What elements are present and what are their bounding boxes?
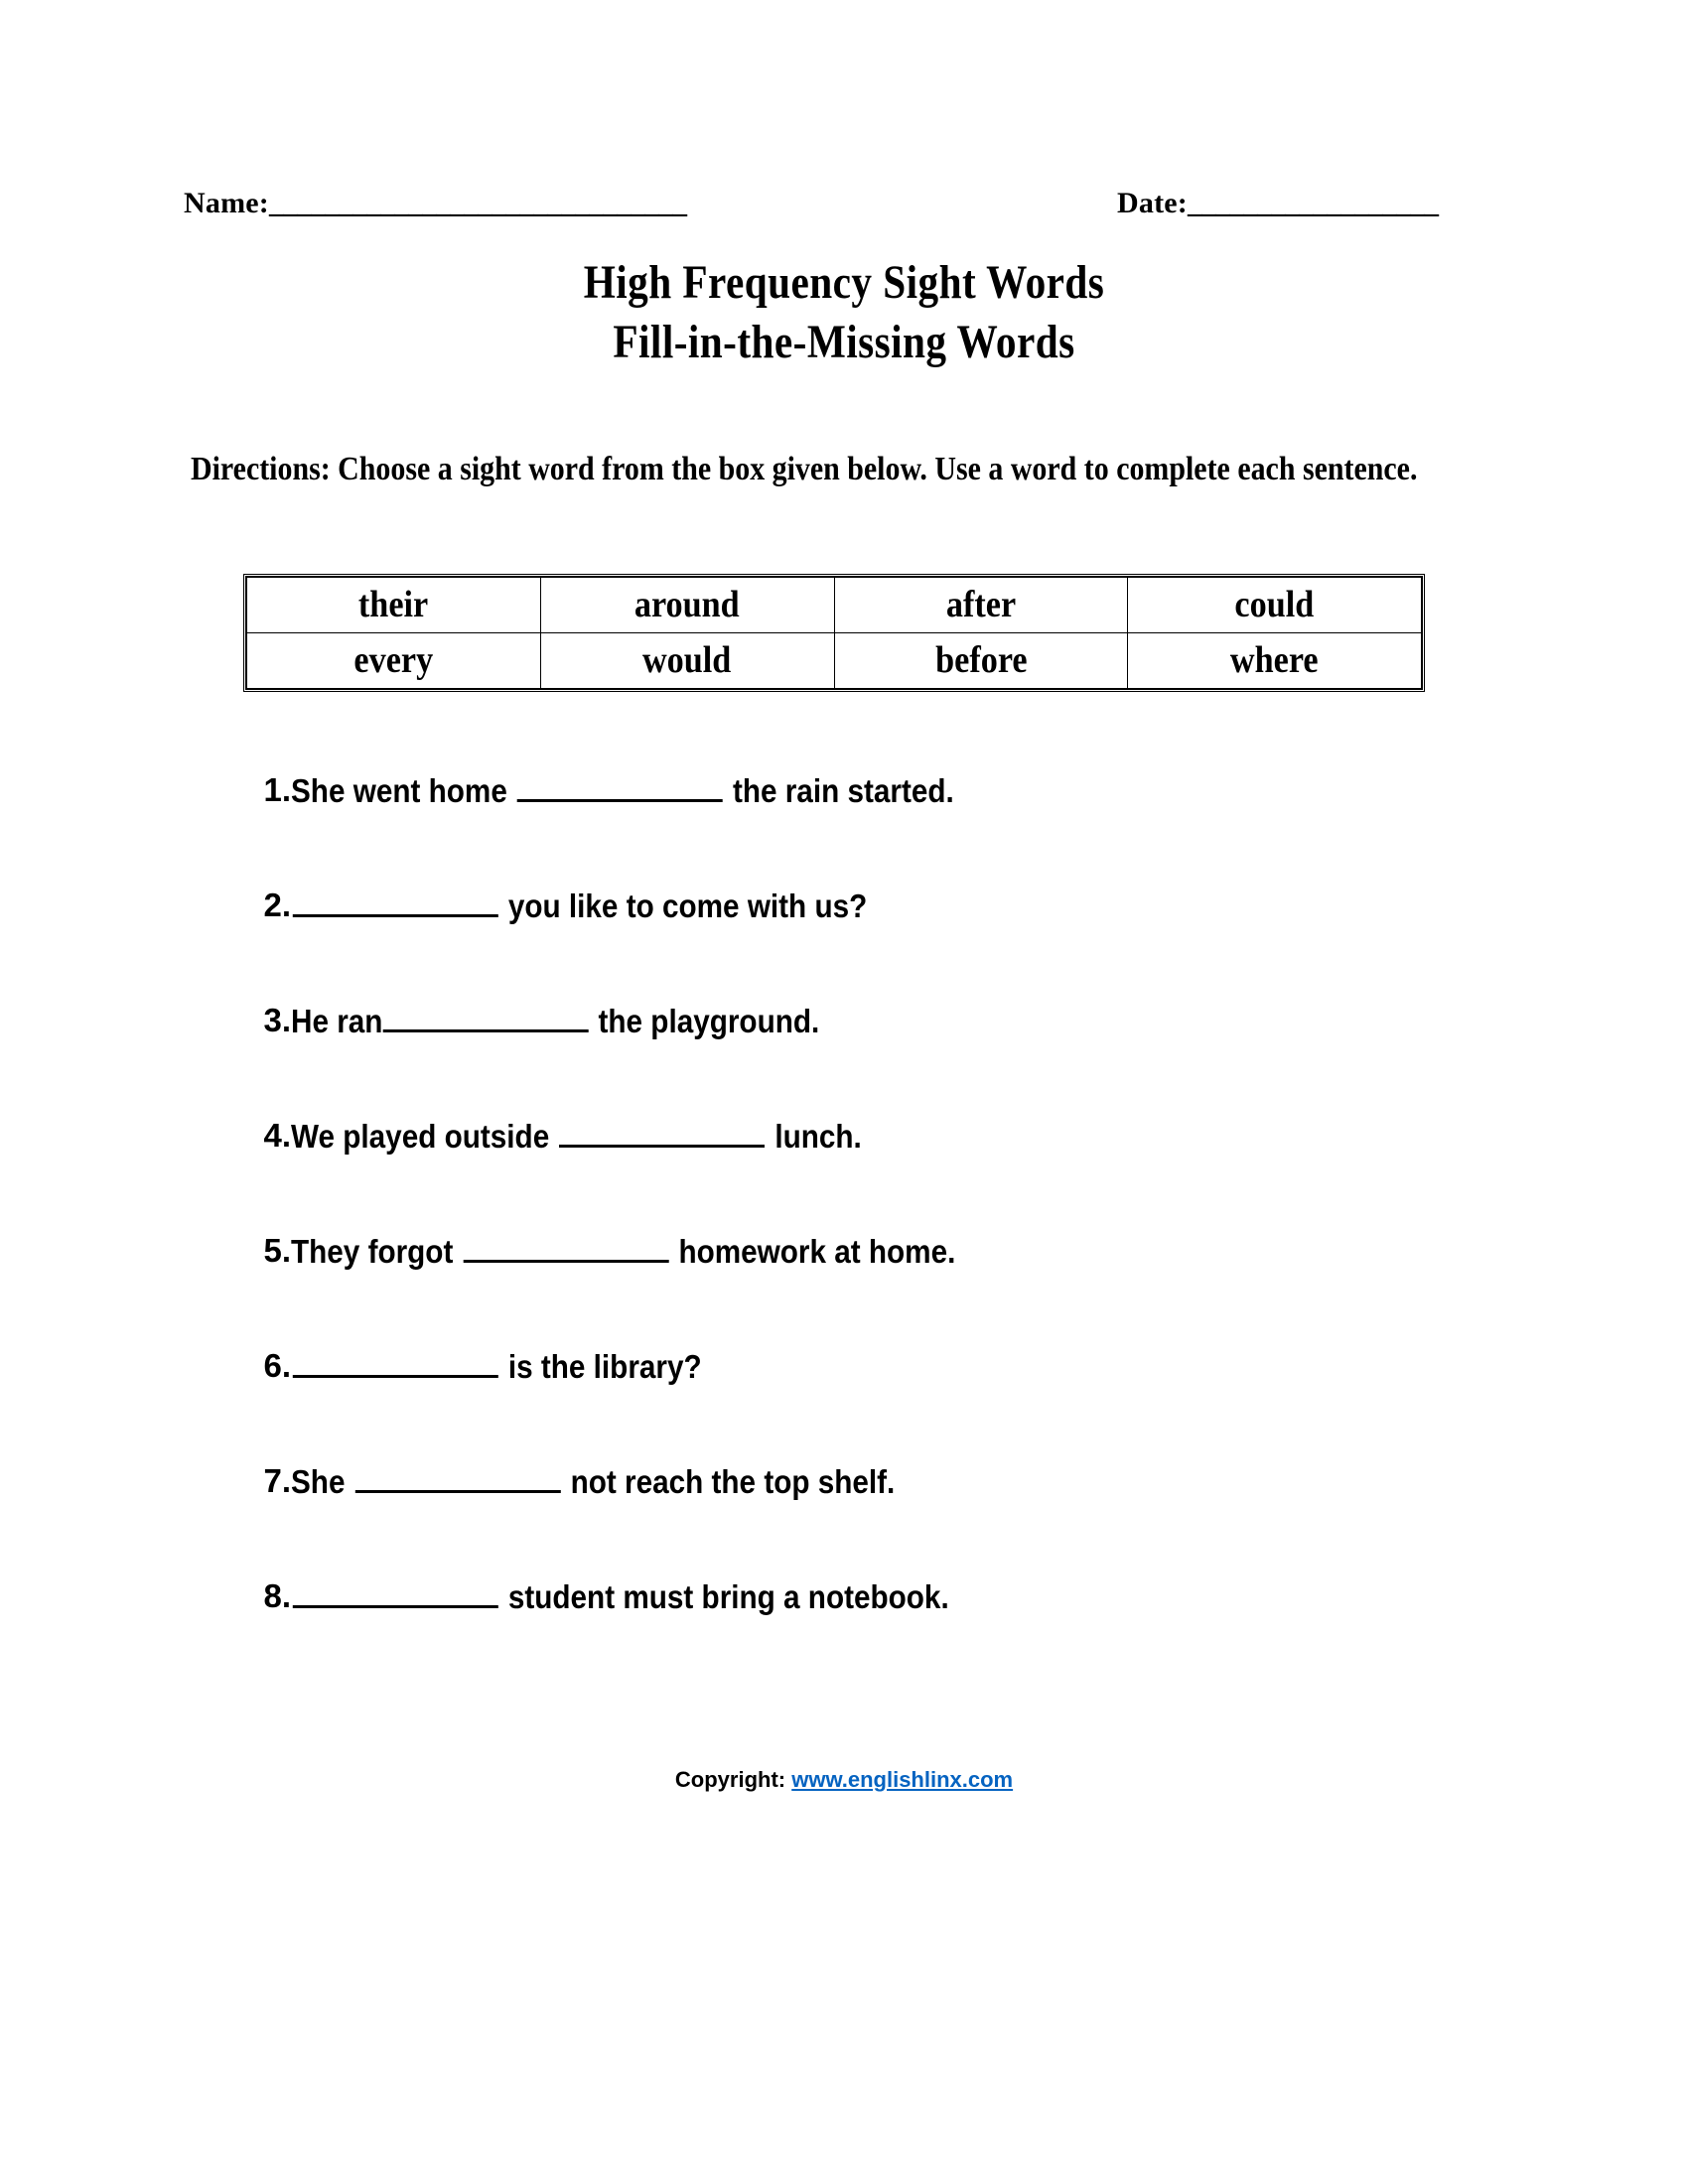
question-text-before: They forgot (291, 1233, 462, 1270)
date-label: Date: (1117, 187, 1188, 219)
word-cell[interactable] (834, 578, 1128, 633)
directions-block (191, 447, 1511, 492)
answer-blank[interactable] (463, 1230, 668, 1263)
question-text (291, 769, 954, 812)
question-number: 8. (263, 1577, 291, 1614)
page-title (0, 253, 1688, 372)
word-label: after (945, 584, 1016, 625)
question-number: 7. (263, 1462, 291, 1499)
question-text-after: student must bring a notebook. (499, 1578, 949, 1615)
word-cell[interactable] (247, 633, 541, 689)
list-item (243, 1000, 1534, 1115)
name-field-group (184, 187, 686, 220)
word-label: their (358, 584, 429, 625)
word-cell[interactable] (540, 633, 834, 689)
word-label: every (353, 639, 434, 681)
title-line-2: Fill-in-the-Missing Words (613, 316, 1075, 368)
list-item (243, 769, 1534, 885)
word-cell[interactable] (247, 578, 541, 633)
question-text (291, 885, 867, 927)
list-item (243, 1460, 1534, 1575)
question-text (291, 1230, 955, 1273)
question-number: 4. (263, 1117, 291, 1154)
copyright-label: Copyright: (674, 1767, 786, 1792)
student-info-row (184, 187, 1475, 232)
table-row (247, 633, 1422, 689)
date-field-group (1117, 187, 1438, 220)
question-number: 1. (263, 771, 291, 808)
question-text-after: homework at home. (670, 1233, 956, 1270)
word-cell[interactable] (1128, 578, 1422, 633)
title-line-1: High Frequency Sight Words (583, 256, 1105, 309)
list-item (243, 885, 1534, 1000)
question-text-before: We played outside (291, 1118, 558, 1155)
word-label: where (1230, 639, 1319, 681)
directions-text: Directions: Choose a sight word from the box given below. Use a word to complete each sentence. (191, 451, 1418, 487)
answer-blank[interactable] (559, 1115, 765, 1148)
list-item (243, 1230, 1534, 1345)
question-text-before: She (291, 1463, 353, 1500)
question-text-after: the rain started. (724, 772, 954, 809)
word-bank-body (247, 578, 1422, 689)
word-bank-box (243, 574, 1425, 692)
list-item (243, 1115, 1534, 1230)
answer-blank[interactable] (355, 1460, 561, 1493)
answer-blank[interactable] (293, 885, 498, 917)
question-text-after: not reach the top shelf. (562, 1463, 896, 1500)
answer-blank[interactable] (382, 1000, 588, 1032)
question-text (291, 1460, 895, 1503)
list-item (243, 1345, 1534, 1460)
question-text-after: the playground. (590, 1003, 820, 1039)
word-label: would (642, 639, 732, 681)
word-bank-table (246, 577, 1422, 689)
question-text-before: He ran (291, 1003, 383, 1039)
question-number: 3. (263, 1002, 291, 1038)
question-text (291, 1115, 862, 1158)
word-cell[interactable] (834, 633, 1128, 689)
answer-blank[interactable] (517, 769, 723, 802)
question-number: 6. (263, 1347, 291, 1384)
question-text (291, 1000, 819, 1042)
word-label: before (934, 639, 1028, 681)
word-label: around (634, 584, 741, 625)
question-number: 5. (263, 1232, 291, 1269)
question-text (291, 1345, 702, 1388)
question-text-before: She went home (291, 772, 516, 809)
question-list (243, 769, 1534, 1691)
table-row (247, 578, 1422, 633)
word-label: could (1234, 584, 1315, 625)
name-label: Name: (184, 187, 269, 219)
question-text-after: lunch. (767, 1118, 862, 1155)
word-cell[interactable] (540, 578, 834, 633)
question-number: 2. (263, 887, 291, 923)
copyright-footer (0, 1767, 1688, 1793)
question-text-after: you like to come with us? (499, 887, 868, 924)
answer-blank[interactable] (293, 1345, 498, 1378)
name-blank[interactable]: ______________________________ (268, 187, 686, 219)
answer-blank[interactable] (293, 1575, 498, 1608)
word-cell[interactable] (1128, 633, 1422, 689)
englishlinx-link[interactable]: www.englishlinx.com (791, 1767, 1014, 1792)
date-blank[interactable]: __________________ (1187, 187, 1438, 219)
list-item (243, 1575, 1534, 1691)
question-text-after: is the library? (499, 1348, 702, 1385)
question-text (291, 1575, 949, 1618)
